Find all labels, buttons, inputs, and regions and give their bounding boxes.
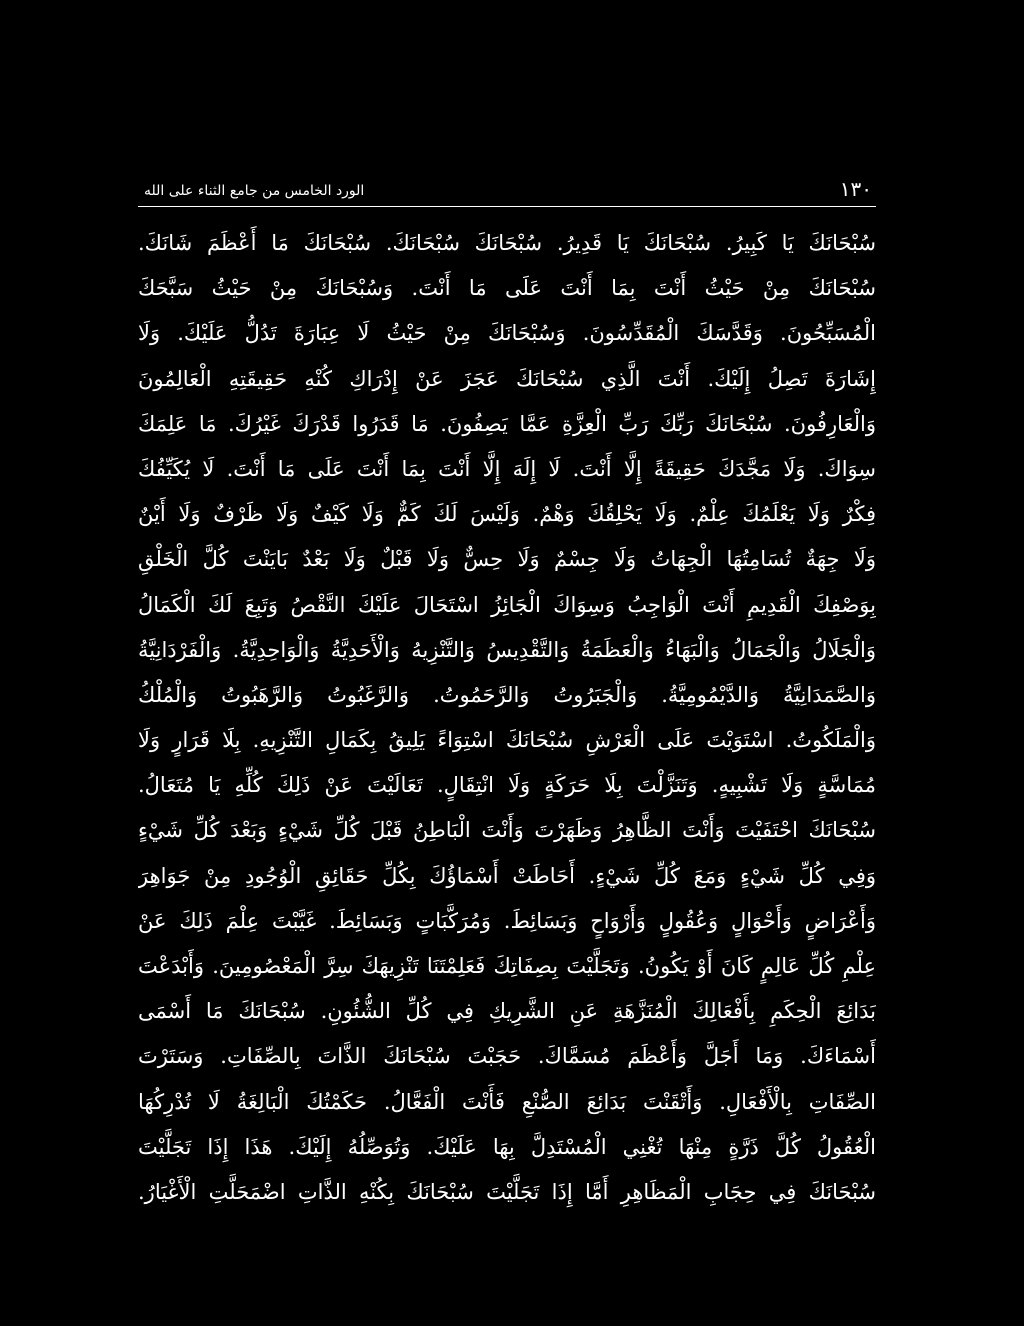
text-line: إِشَارَةَ تَصِلُ إِلَيْكَ. أَنْتَ الَّذِي سُبْحَانَكَ عَجَزَ عَنْ إِدْرَاكِ كُنْهِ حَقِيقَتِهِ الْعَالِمُونَ: [138, 366, 876, 391]
text-line: فِكْرٌ وَلَا يَعْلَمُكَ عِلْمٌ. وَلَا يَحْلِقُكَ وَهْمٌ. وَلَيْسَ لَكَ كَمٌّ وَلَا كَيْفٌ وَلَا ظَرْفٌ وَلَا أَيْنٌ: [138, 502, 876, 527]
book-page: [138, 170, 876, 1204]
text-line: أَسْمَاءَكَ. وَمَا أَجَلَّ وَأَعْظَمَ مُسَمَّاكَ. حَجَبْتَ سُبْحَانَكَ الذَّاتَ بِالصِّفَاتِ. وَسَتَرْتَ: [138, 1044, 876, 1069]
text-line: مُمَاسَّةٍ وَلَا تَشْبِيهٍ. وَتَنَزَّلْتَ بِلَا حَرَكَةٍ وَلَا انْتِقَالٍ. تَعَالَيْتَ عَنْ ذَلِكَ كُلِّهِ يَا مُتَعَالُ.: [138, 773, 876, 798]
text-line: سُبْحَانَكَ احْتَفَيْتَ وَأَنْتَ الظَّاهِرُ وَظَهَرْتَ وَأَنْتَ الْبَاطِنُ قَبْلَ كُلِّ شَيْءٍ وَبَعْدَ كُلِّ شَيْءٍ: [138, 818, 876, 843]
page-header: [138, 170, 876, 207]
text-line: وَالْعَارِفُونَ. سُبْحَانَكَ رَبِّكَ رَبِّ الْعِزَّةِ عَمَّا يَصِفُونَ. مَا قَدَرُوا قَدْرَكَ غَيْرُكَ. مَا عَلِمَكَ: [138, 411, 876, 436]
text-line: سِوَاكَ. وَلَا مَجَّدَكَ حَقِيقَةً إِلَّا أَنْتَ. لَا إِلَهَ إِلَّا أَنْتَ بِمَا أَنْتَ عَلَى مَا أَنْتَ. لَا يُكَيِّفُكَ: [138, 456, 876, 481]
text-line: وَأَعْرَاضٍ وَأَحْوَالٍ وَعُقُولٍ وَأَرْوَاحٍ وَبَسَائِطَ. وَمُرَكَّبَاتٍ وَبَسَائِطَ. غَيَّبْتَ عِلْمَ ذَلِكَ عَنْ: [138, 908, 876, 933]
text-line: عِلْمِ كُلِّ عَالِمٍ كَانَ أَوْ يَكُونُ. وَتَجَلَّيْتَ بِصِفَاتِكَ فَعَلِمْتَنَا تَنْزِيهَكَ سِرَّ الْمَعْصُومِينَ. وَأَبْدَعْتَ: [138, 954, 876, 978]
running-title: الورد الخامس من جامع الثناء على الله: [144, 183, 365, 199]
text-line: وَالصَّمَدَانِيَّةُ وَالدَّيْمُومِيَّةُ. وَالْجَبَرُوتُ وَالرَّحَمُوتُ. وَالرَّغَبُوتُ وَالرَّهَبُوتُ وَالْمُلْكُ: [138, 682, 876, 707]
text-line: بَدَائِعَ الْحِكَمِ بِأَفْعَالِكَ الْمُنَزَّهَةِ عَنِ الشَّرِيكِ فِي كُلِّ الشُّئُونِ. سُبْحَانَكَ مَا أَسْمَى: [138, 999, 876, 1024]
text-line: الصِّفَاتِ بِالْأَفْعَالِ. وَأَتْقَنْتَ بَدَائِعَ الصُّنْعِ فَأَنْتَ الْفَعَّالُ. حَكَمْتُكَ الْبَالِغَةُ لَا تُدْرِكُهَا: [138, 1089, 876, 1114]
text-line: الْعُقُولُ كُلَّ ذَرَّةٍ مِنْهَا تُغْنِي الْمُسْتَدِلَّ بِهَا عَلَيْكَ. وَتُوَصِّلُهُ إِلَيْكَ. هَذَا إِذَا تَجَلَّيْتَ: [138, 1134, 876, 1159]
text-line: سُبْحَانَكَ مِنْ حَيْثُ أَنْتَ بِمَا أَنْتَ عَلَى مَا أَنْتَ. وَسُبْحَانَكَ مِنْ حَيْثُ سَبَّحَكَ: [138, 276, 876, 301]
body-text: [138, 221, 876, 1215]
text-line: وَلَا جِهَةٌ تُسَامِتُهَا الْجِهَاتُ وَلَا جِسْمٌ وَلَا حِسٌّ وَلَا قَبْلٌ وَلَا بَعْدٌ بَايَنْتَ كُلَّ الْخَلْقِ: [138, 547, 876, 572]
text-line: بِوَصْفِكَ الْقَدِيمِ أَنْتَ الْوَاجِبُ وَسِوَاكَ الْجَائِزُ اسْتَحَالَ عَلَيْكَ النَّقْصُ وَتَبِعَ لَكَ الْكَمَالُ: [138, 592, 876, 617]
text-line: وَالْجَلَالُ وَالْجَمَالُ وَالْبَهَاءُ وَالْعَظَمَةُ وَالتَّقْدِيسُ وَالتَّنْزِيهُ وَالْأَحَدِيَّةُ وَالْوَاحِدِيَّةُ. وَالْفَرْدَانِيَّةُ: [138, 637, 876, 662]
text-line: وَالْمَلَكُوتُ. اسْتَوَيْتَ عَلَى الْعَرْشِ سُبْحَانَكَ اسْتِوَاءً يَلِيقُ بِكَمَالِ التَّنْزِيهِ. بِلَا قَرَارٍ وَلَا: [138, 728, 876, 753]
text-line: سُبْحَانَكَ فِي حِجَابِ الْمَظَاهِرِ أَمَّا إِذَا تَجَلَّيْتَ سُبْحَانَكَ بِكُنْهِ الذَّاتِ اضْمَحَلَّتِ الْأَغْيَارُ.: [138, 1179, 876, 1204]
text-line: سُبْحَانَكَ يَا كَبِيرُ. سُبْحَانَكَ يَا قَدِيرُ. سُبْحَانَكَ سُبْحَانَكَ. سُبْحَانَكَ مَا أَعْظَمَ شَانَكَ.: [138, 231, 876, 255]
text-line: وَفِي كُلِّ شَيْءٍ وَمَعَ كُلِّ شَيْءٍ. أَحَاطَتْ أَسْمَاؤُكَ بِكُلِّ حَقَائِقِ الْوُجُودِ مِنْ جَوَاهِرَ: [138, 863, 876, 888]
text-line: الْمُسَبِّحُونَ. وَقَدَّسَكَ الْمُقَدِّسُونَ. وَسُبْحَانَكَ مِنْ حَيْثُ لَا عِبَارَةَ تَدُلُّ عَلَيْكَ. وَلَا: [138, 321, 876, 346]
page-number: ١٣٠: [839, 177, 872, 201]
